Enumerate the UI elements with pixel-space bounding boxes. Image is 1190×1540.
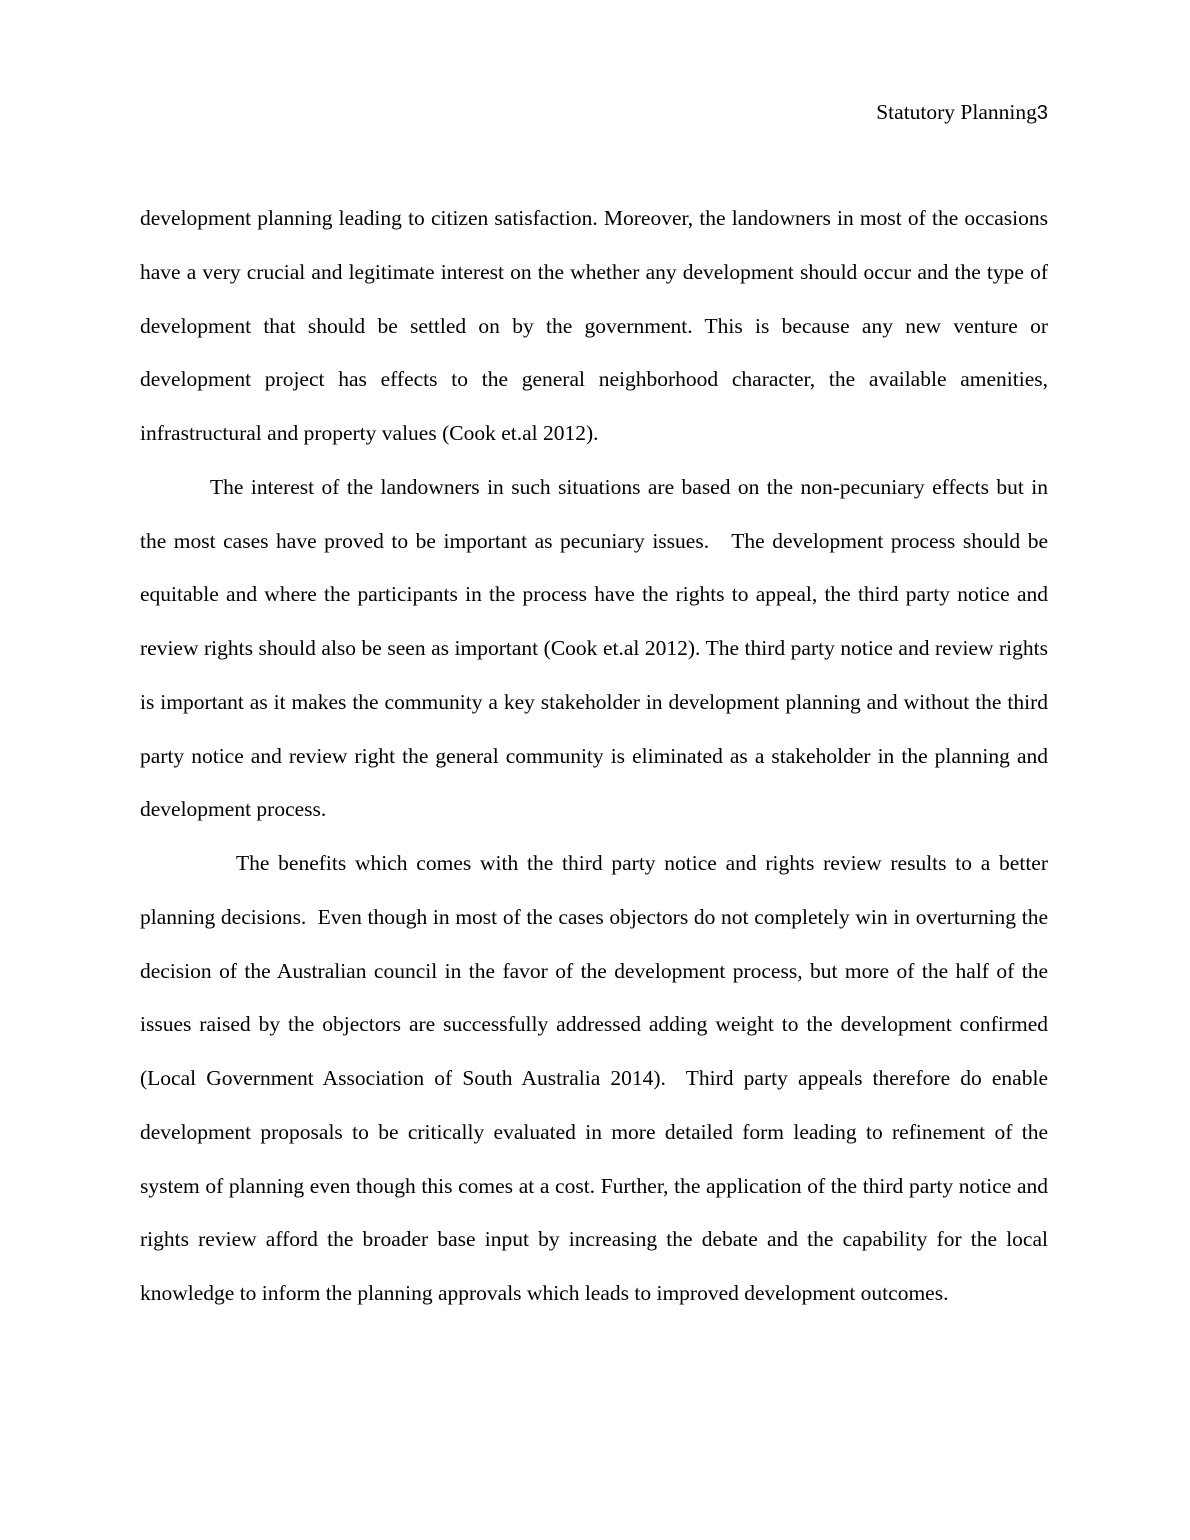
running-head <box>876 98 1048 127</box>
paragraph-3: The benefits which comes with the third party notice and rights review results to a better planning decisions. Even though in most of the cases objectors do not completely win in overturning the decision of the Australian council in the favor of the development process, but more of the half of the issues raised by the objectors are successfully addressed adding weight to the development confirmed (Local Government Association of South Australia 2014). Third party appeals therefore do enable development proposals to be critically evaluated in more detailed form leading to refinement of the system of planning even though this comes at a cost. Further, the application of the third party notice and rights review afford the broader base input by increasing the debate and the capability for the local knowledge to inform the planning approvals which leads to improved development outcomes. <box>140 851 1054 1305</box>
running-head-title: Statutory Planning <box>876 100 1037 124</box>
paragraph-2: The interest of the landowners in such situations are based on the non-pecuniary effects but in the most cases have proved to be important as pecuniary issues. The development process should be equitable and where the participants in the process have the rights to appeal, the third party notice and review rights should also be seen as important (Cook et.al 2012). The third party notice and review rights is important as it makes the community a key stakeholder in development planning and without the third party notice and review right the general community is eliminated as a stakeholder in the planning and development process. <box>140 474 1054 822</box>
body-text <box>140 192 1054 1321</box>
page-number: 3 <box>1036 102 1048 124</box>
paragraph-1: development planning leading to citizen satisfaction. Moreover, the landowners in most of the occasions have a very crucial and legitimate interest on the whether any development should occur and the type of development that should be settled on by the government. This is because any new venture or development project has effects to the general neighborhood character, the available amenities, infrastructural and property values (Cook et.al 2012). <box>140 206 1054 445</box>
